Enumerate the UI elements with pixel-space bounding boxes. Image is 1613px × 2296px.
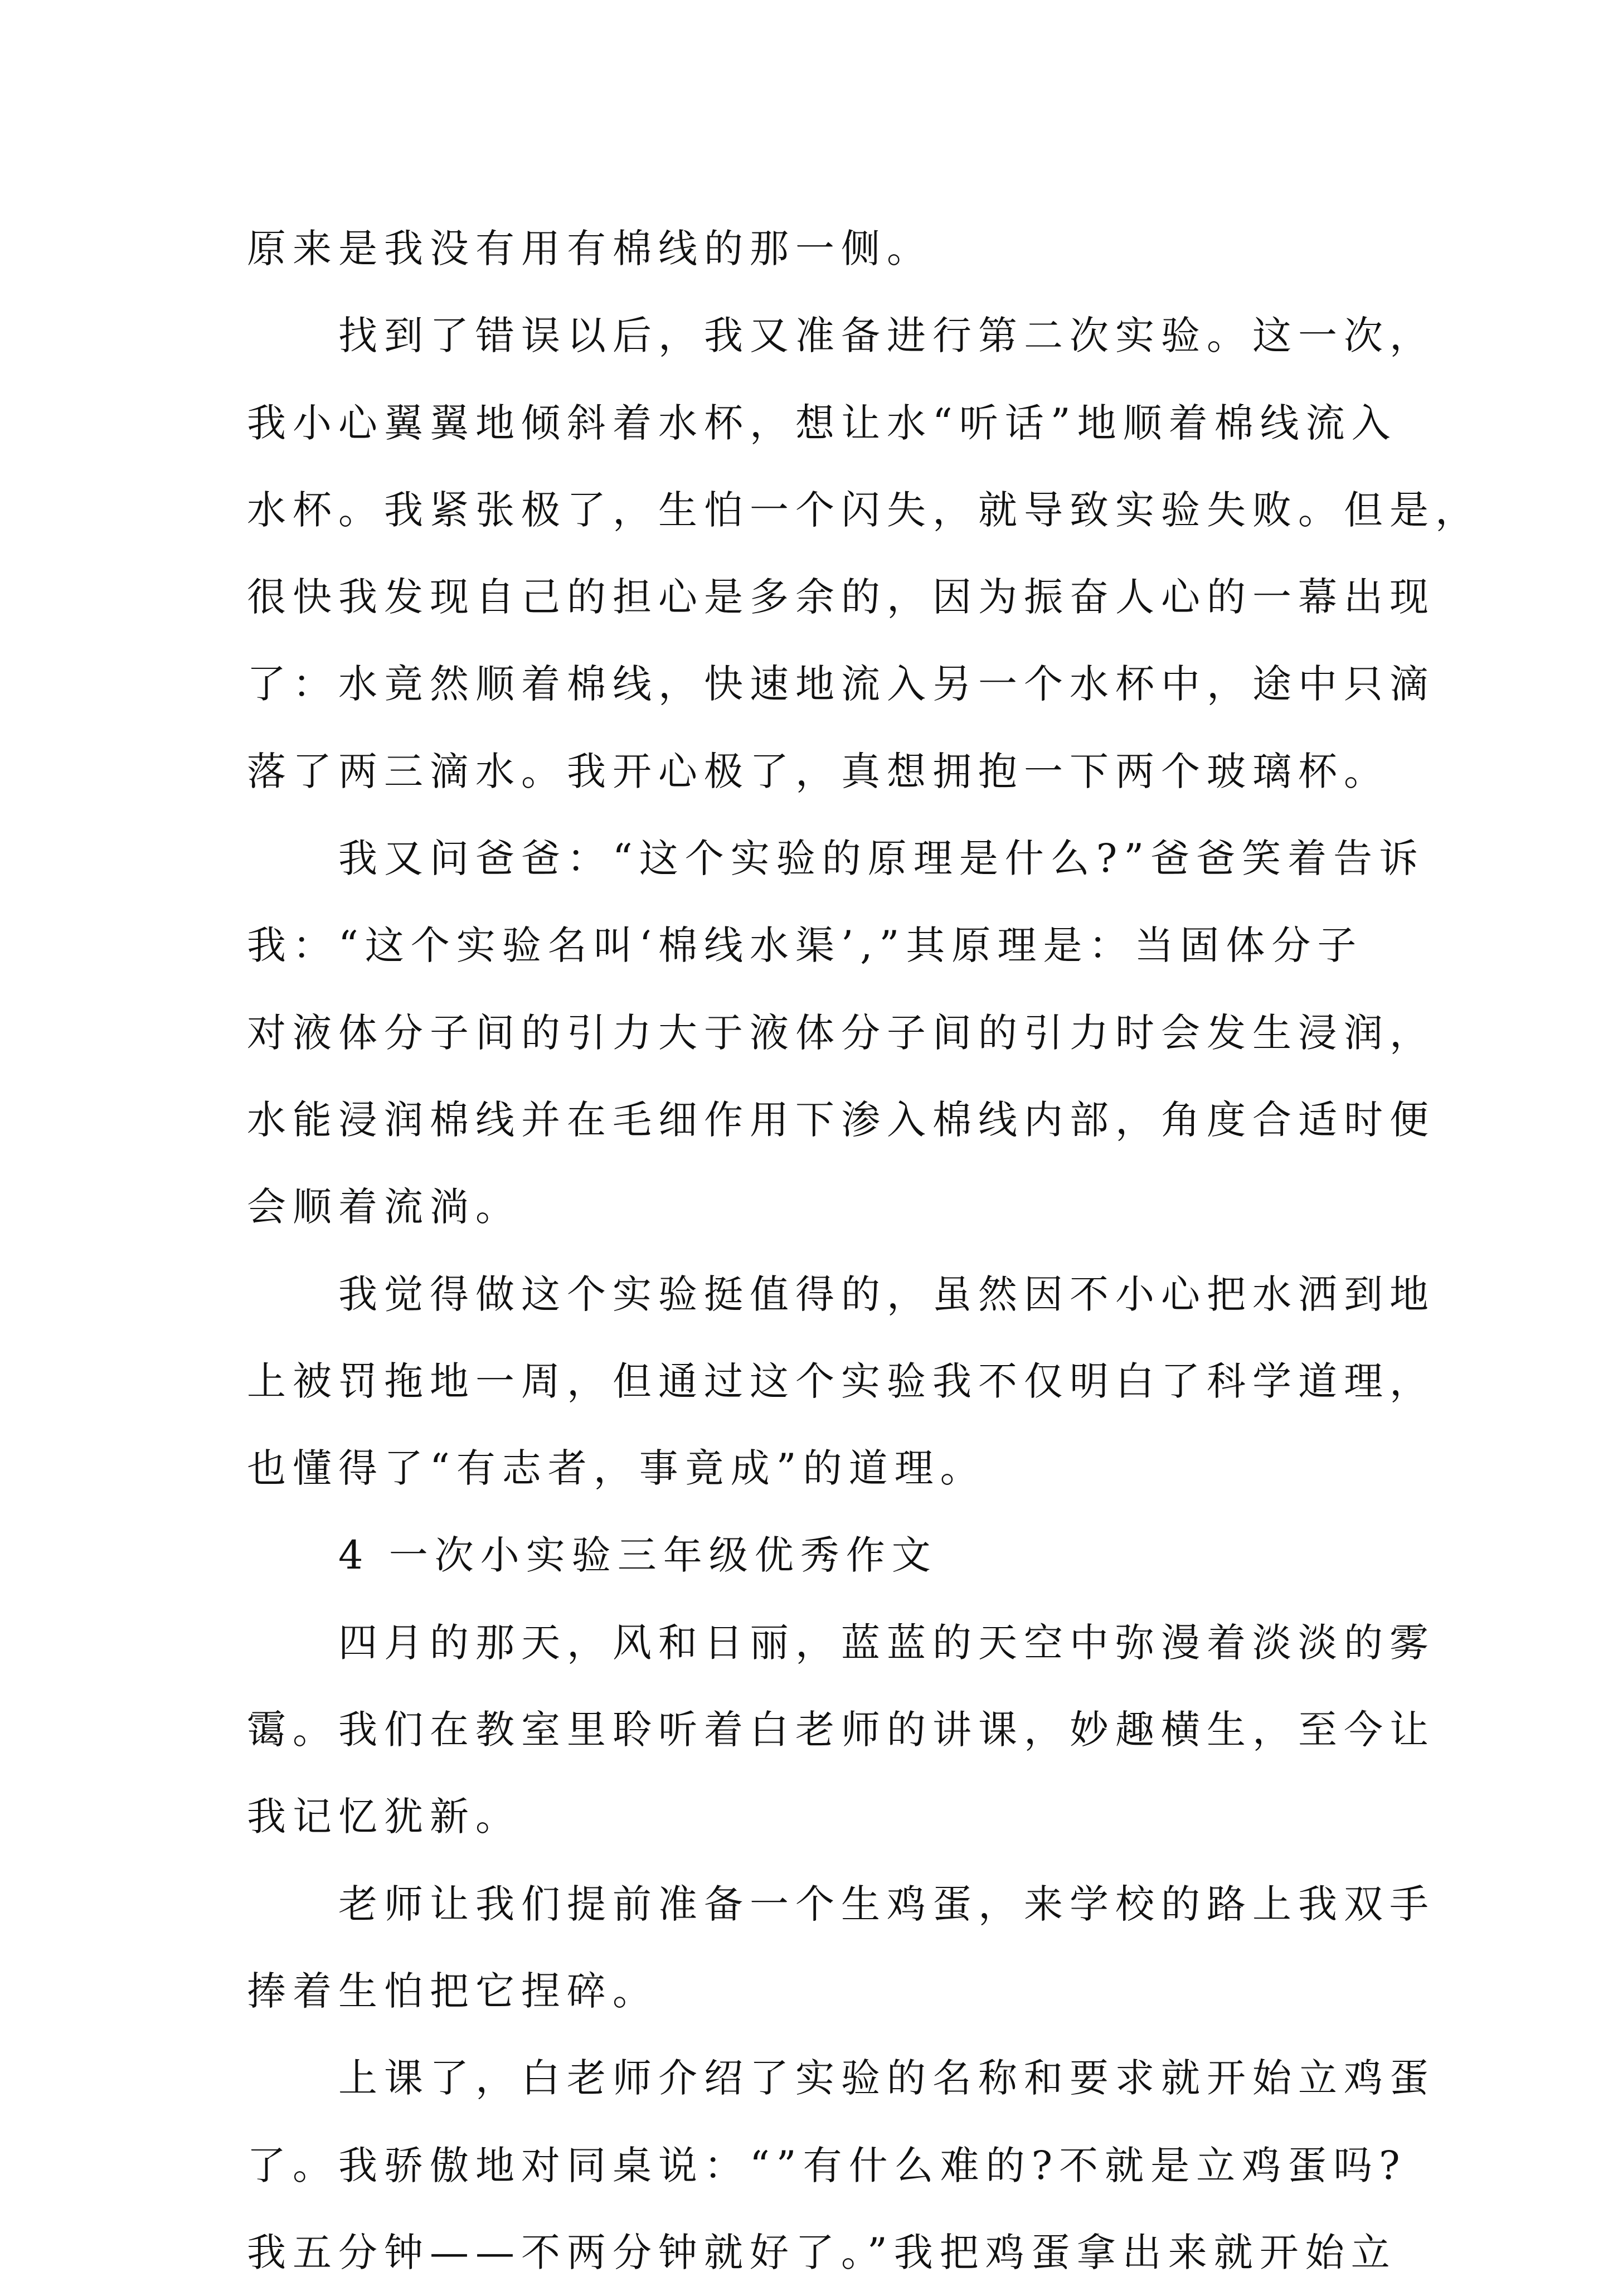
text-line: 水杯。我紧张极了，生怕一个闪失，就导致实验失败。但是， — [247, 487, 1481, 533]
text-line: 四月的那天，风和日丽，蓝蓝的天空中弥漫着淡淡的雾 — [338, 1619, 1435, 1666]
text-line: 我又问爸爸：“这个实验的原理是什么?”爸爸笑着告诉 — [338, 836, 1425, 882]
text-line: 上被罚拖地一周，但通过这个实验我不仅明白了科学道理， — [247, 1358, 1435, 1404]
text-line: 我五分钟——不两分钟就好了。”我把鸡蛋拿出来就开始立 — [247, 2229, 1397, 2275]
text-line: 水能浸润棉线并在毛细作用下渗入棉线内部，角度合适时便 — [247, 1096, 1435, 1143]
text-line: 原来是我没有用有棉线的那一侧。 — [247, 226, 932, 271]
text-line: 会顺着流淌。 — [247, 1184, 521, 1230]
text-line: 上课了，白老师介绍了实验的名称和要求就开始立鸡蛋 — [338, 2055, 1435, 2101]
text-line: 了。我骄傲地对同桌说：“”有什么难的?不就是立鸡蛋吗? — [247, 2142, 1407, 2188]
text-line: 对液体分子间的引力大于液体分子间的引力时会发生浸润， — [247, 1009, 1435, 1056]
text-line: 我觉得做这个实验挺值得的，虽然因不小心把水洒到地 — [338, 1271, 1435, 1317]
document-body — [247, 205, 1481, 2296]
text-line: 找到了错误以后，我又准备进行第二次实验。这一次， — [338, 313, 1435, 359]
text-line: 我：“这个实验名叫‘棉线水渠’,”其原理是：当固体分子 — [247, 923, 1363, 969]
text-line: 霭。我们在教室里聆听着白老师的讲课，妙趣横生，至今让 — [247, 1707, 1435, 1753]
text-line: 捧着生怕把它捏碎。 — [247, 1968, 658, 2014]
text-line: 了：水竟然顺着棉线，快速地流入另一个水杯中，途中只滴 — [247, 661, 1435, 707]
text-line: 我小心翼翼地倾斜着水杯，想让水“听话”地顺着棉线流入 — [247, 400, 1397, 446]
text-line: 我记忆犹新。 — [247, 1794, 521, 1840]
text-line: 4 一次小实验三年级优秀作文 — [338, 1532, 937, 1579]
text-line: 很快我发现自己的担心是多余的，因为振奋人心的一幕出现 — [247, 574, 1435, 620]
text-line: 也懂得了“有志者，事竟成”的道理。 — [247, 1445, 986, 1492]
text-line: 老师让我们提前准备一个生鸡蛋，来学校的路上我双手 — [338, 1881, 1435, 1927]
text-line: 落了两三滴水。我开心极了，真想拥抱一下两个玻璃杯。 — [247, 748, 1389, 794]
